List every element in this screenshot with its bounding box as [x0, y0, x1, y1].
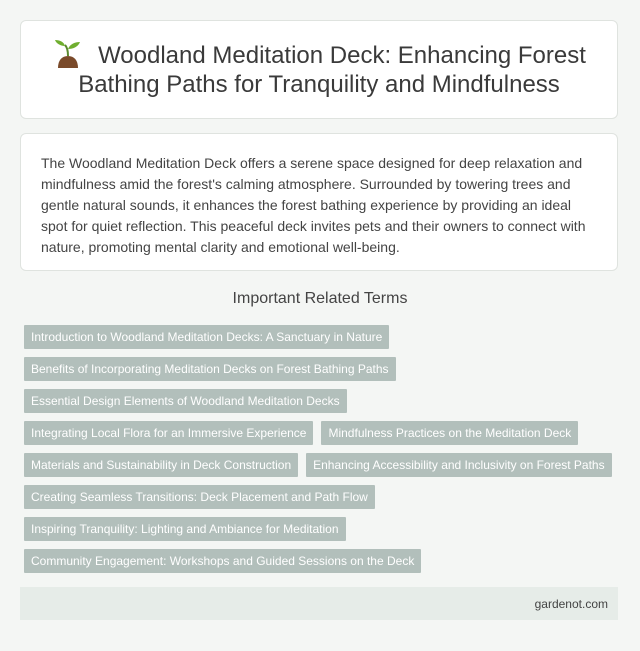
footer-site-link[interactable]: gardenot.com [534, 596, 608, 611]
term-tag[interactable]: Benefits of Incorporating Meditation Decks on Forest Bathing Paths [24, 357, 396, 381]
description-text: The Woodland Meditation Deck offers a serene space designed for deep relaxation and mindfulness amid the forest's calming atmosphere. Surrounded by towering trees and gentle natural sounds, it enhances the forest bathing experience by providing an ideal spot for quiet reflection. This peaceful deck invites pets and their owners to connect with nature, promoting mental clarity and emotional well-being. [41, 155, 586, 255]
term-tag[interactable]: Essential Design Elements of Woodland Meditation Decks [24, 389, 347, 413]
related-terms-heading: Important Related Terms [232, 290, 408, 307]
description-card [20, 133, 618, 271]
term-tag[interactable]: Materials and Sustainability in Deck Construction [24, 453, 298, 477]
page-title [45, 40, 593, 99]
related-terms-list [24, 325, 624, 573]
term-tag[interactable]: Integrating Local Flora for an Immersive Experience [24, 421, 313, 445]
term-tag[interactable]: Introduction to Woodland Meditation Decks: A Sanctuary in Nature [24, 325, 389, 349]
term-tag[interactable]: Inspiring Tranquility: Lighting and Ambiance for Meditation [24, 517, 346, 541]
term-tag[interactable]: Enhancing Accessibility and Inclusivity on Forest Paths [306, 453, 611, 477]
title-card [20, 20, 618, 119]
term-tag[interactable]: Community Engagement: Workshops and Guided Sessions on the Deck [24, 549, 421, 573]
footer [20, 587, 618, 620]
term-tag[interactable]: Mindfulness Practices on the Meditation Deck [321, 421, 578, 445]
page-title-text: Woodland Meditation Deck: Enhancing Forest Bathing Paths for Tranquility and Mindfulness [78, 42, 586, 98]
sprout-icon [52, 40, 86, 68]
term-tag[interactable]: Creating Seamless Transitions: Deck Placement and Path Flow [24, 485, 375, 509]
